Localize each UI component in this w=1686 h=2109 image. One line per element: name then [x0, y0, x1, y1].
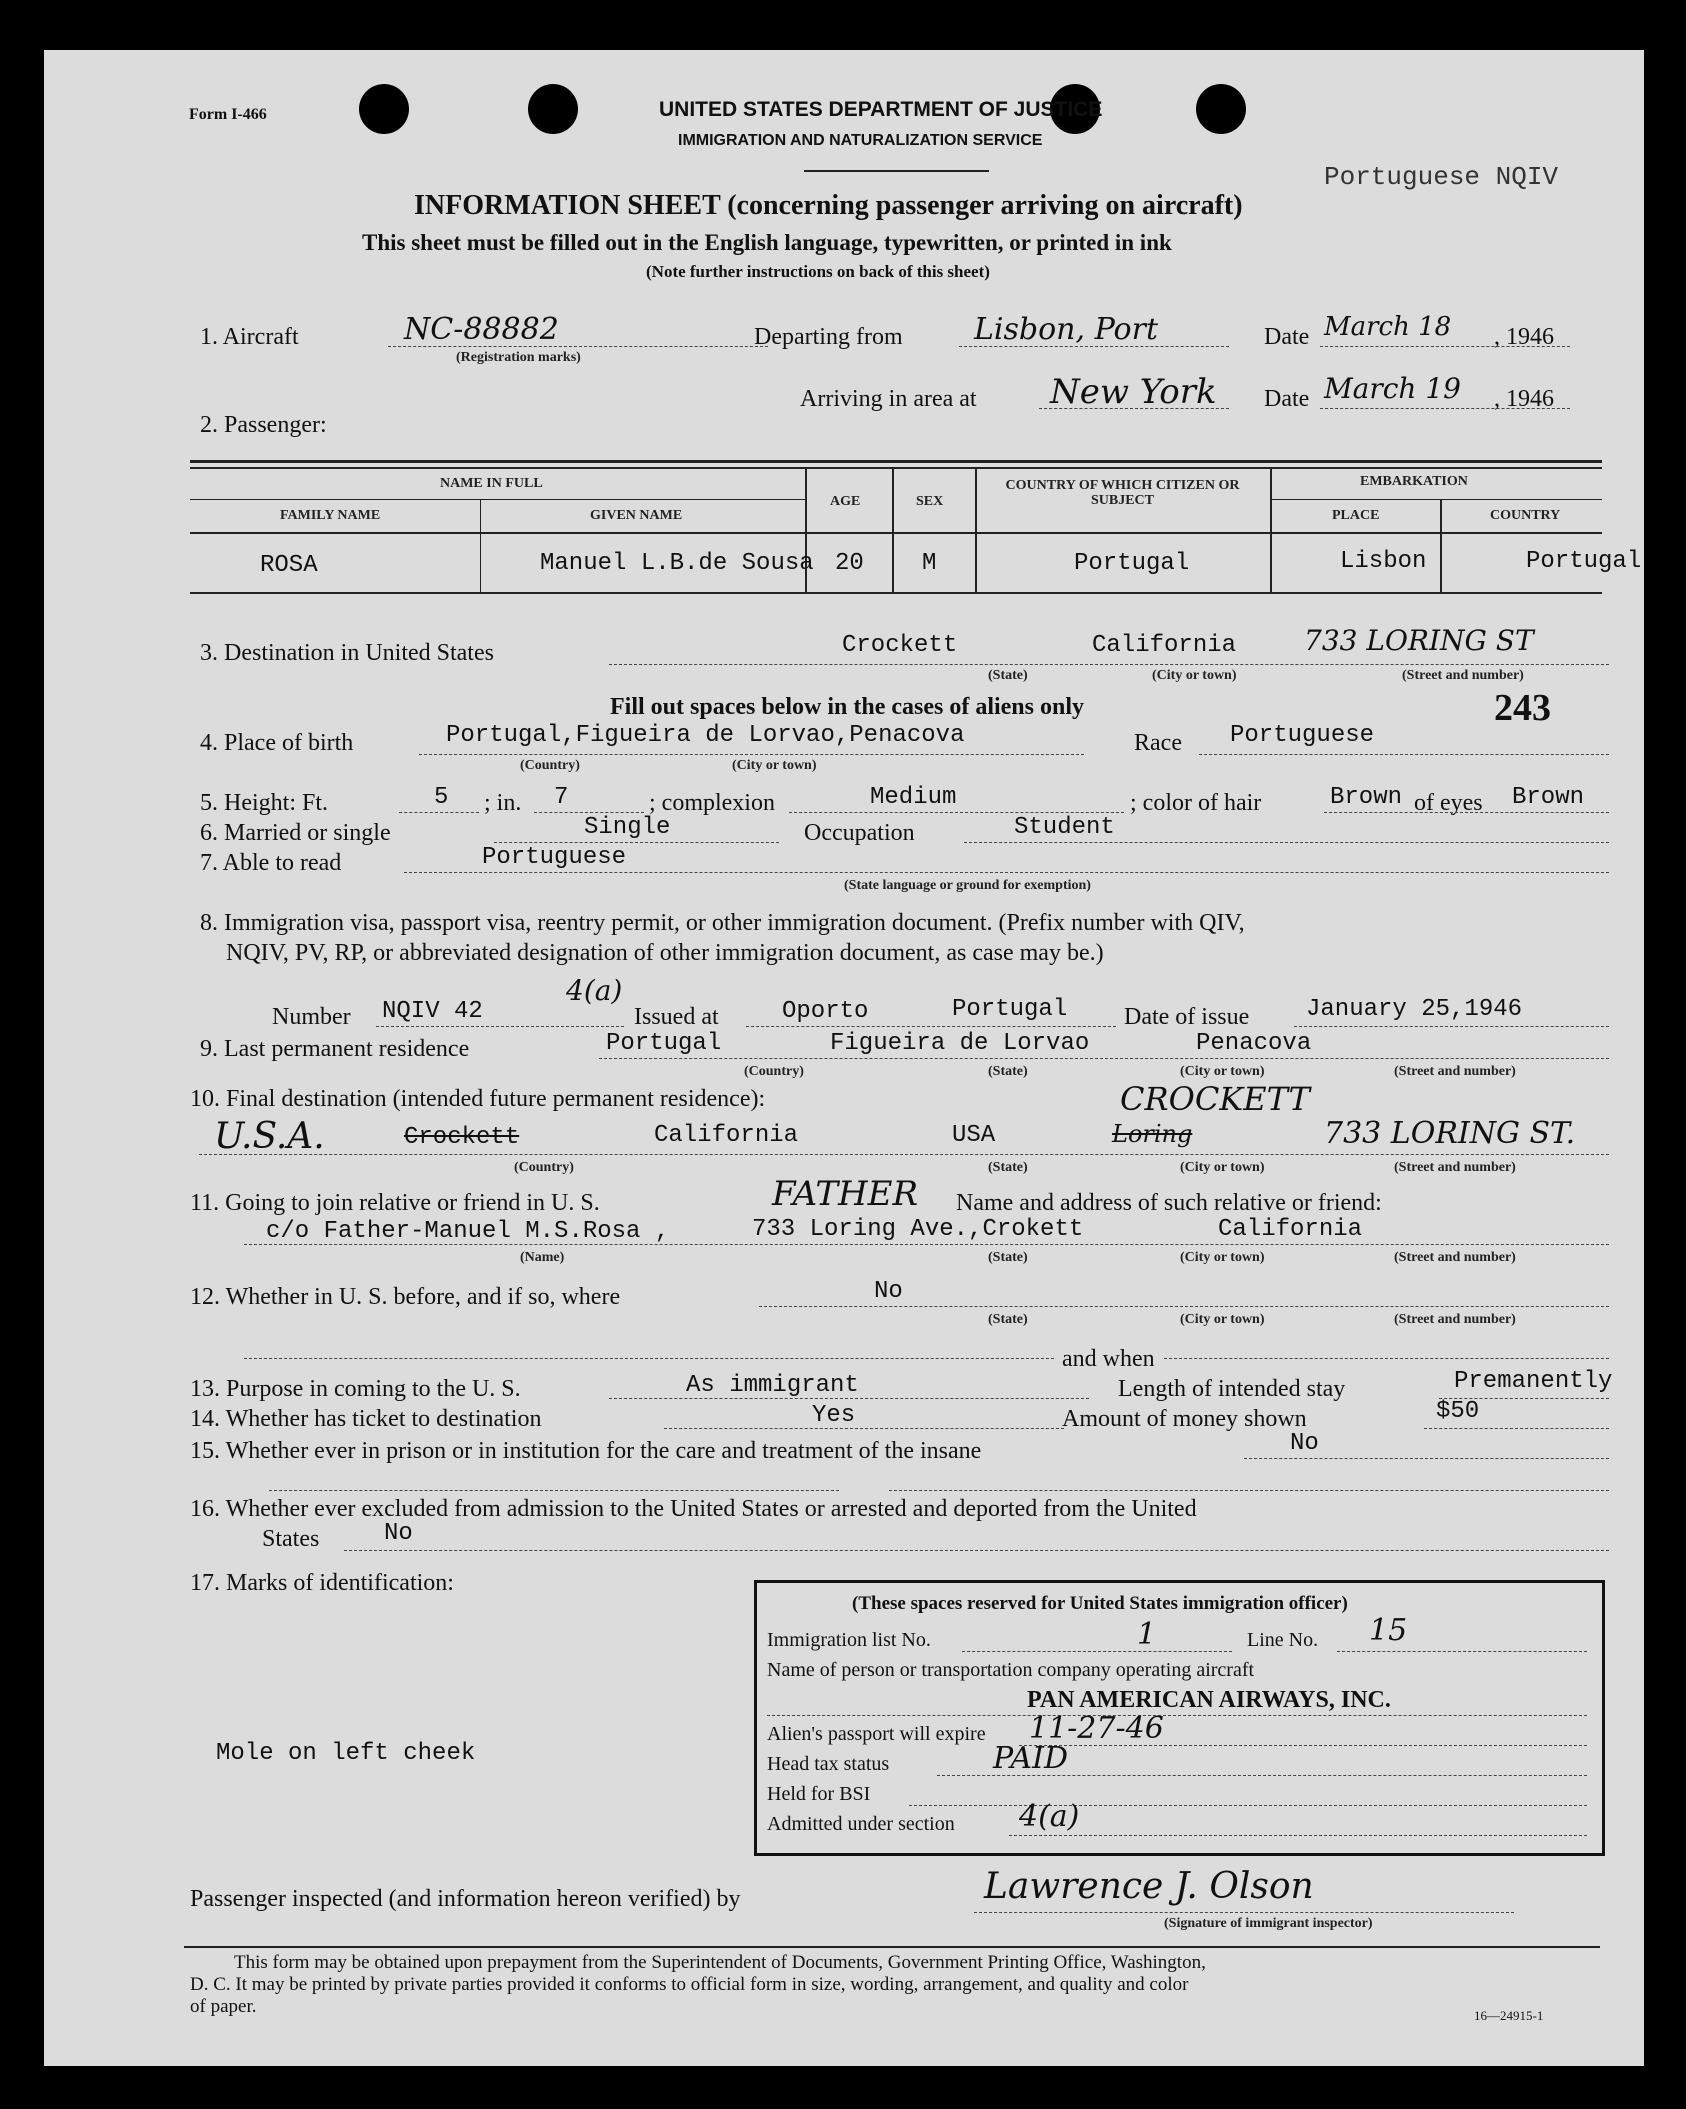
- footer-line-2: D. C. It may be printed by private parties provided it conforms to official form in size, wording, arrangement, and quality and color: [190, 1974, 1189, 1995]
- admitted-label: Admitted under section: [767, 1813, 955, 1835]
- visa-number-label: Number: [272, 1004, 351, 1030]
- relative-name-label: Name and address of such relative or friend:: [956, 1190, 1382, 1216]
- departure-date-label: Date: [1264, 324, 1310, 350]
- aliens-only-note: Fill out spaces below in the cases of aliens only: [610, 694, 1085, 720]
- table-rule: [190, 499, 805, 500]
- street-caption: (Street and number): [1394, 1160, 1516, 1175]
- purpose-label: 13. Purpose in coming to the U. S.: [190, 1376, 521, 1402]
- birthplace-value[interactable]: Portugal,Figueira de Lorvao,Penacova: [446, 722, 965, 749]
- occupation-value[interactable]: Student: [1014, 814, 1115, 841]
- read-value[interactable]: Portuguese: [482, 844, 627, 871]
- excluded-label: 16. Whether ever excluded from admission to the United States or arrested and deported from the United: [190, 1496, 1197, 1522]
- final-city[interactable]: CROCKETT: [1120, 1080, 1310, 1118]
- instruction-line: This sheet must be filled out in the English language, typewritten, or printed in ink: [362, 230, 1172, 255]
- name-caption: (Name): [520, 1250, 565, 1265]
- arrival-year: , 1946: [1494, 386, 1554, 412]
- embark-country-header: COUNTRY: [1490, 508, 1561, 523]
- field-line: [1320, 408, 1570, 409]
- departure-date[interactable]: March 18: [1324, 312, 1452, 342]
- city-caption: (City or town): [1152, 668, 1237, 683]
- field-line: [244, 1244, 1609, 1245]
- destination-street[interactable]: 733 LORING ST: [1304, 624, 1534, 657]
- field-line: [1199, 754, 1609, 755]
- visa-label: 8. Immigration visa, passport visa, reentry permit, or other immigration document. (Prefix number with QIV,: [200, 910, 1245, 936]
- identification-value[interactable]: Mole on left cheek: [216, 1740, 476, 1767]
- departure-year: , 1946: [1494, 324, 1554, 350]
- table-rule: [1270, 467, 1272, 592]
- arrival-date-label: Date: [1264, 386, 1310, 412]
- registration-caption: (Registration marks): [456, 350, 581, 365]
- header-rule: [804, 170, 989, 172]
- field-line: [964, 842, 1609, 843]
- name-in-full-header: NAME IN FULL: [440, 476, 543, 491]
- state-caption: (State): [988, 1250, 1028, 1265]
- officer-box-title: (These spaces reserved for United States immigration officer): [852, 1593, 1348, 1614]
- issued-at-label: Issued at: [634, 1004, 719, 1030]
- table-rule: [1440, 500, 1442, 592]
- field-line: [1337, 1651, 1587, 1652]
- field-line: [1009, 1835, 1587, 1836]
- relative-label: 11. Going to join relative or friend in U. S.: [190, 1190, 600, 1216]
- line-no[interactable]: 15: [1369, 1613, 1408, 1648]
- relative-state[interactable]: California: [1218, 1216, 1363, 1243]
- inches-label: ; in.: [484, 790, 522, 816]
- table-rule: [480, 500, 481, 592]
- final-country[interactable]: U.S.A.: [214, 1116, 325, 1157]
- aircraft-label: 1. Aircraft: [200, 324, 299, 350]
- field-line: [974, 1912, 1514, 1913]
- residence-state[interactable]: Figueira de Lorvao: [830, 1030, 1090, 1057]
- field-line: [419, 754, 1084, 755]
- visa-label-cont: NQIV, PV, RP, or abbreviated designation of other immigration document, as case may be.): [226, 940, 1104, 966]
- company-value[interactable]: PAN AMERICAN AIRWAYS, INC.: [1027, 1687, 1391, 1713]
- given-name-cell[interactable]: Manuel L.B.de Sousa: [540, 550, 814, 577]
- field-line: [1294, 1026, 1609, 1027]
- height-feet[interactable]: 5: [434, 784, 449, 811]
- table-rule: [190, 592, 1602, 594]
- street-caption: (Street and number): [1394, 1312, 1516, 1327]
- given-name-header: GIVEN NAME: [590, 508, 683, 523]
- place-header: PLACE: [1332, 508, 1380, 523]
- read-label: 7. Able to read: [200, 850, 342, 876]
- relative-name[interactable]: c/o Father-Manuel M.S.Rosa ,: [266, 1218, 670, 1245]
- field-line: [962, 1651, 1232, 1652]
- footer-line-1: This form may be obtained upon prepayment from the Superintendent of Documents, Government Printing Office, Washington,: [234, 1952, 1206, 1973]
- line-no-label: Line No.: [1247, 1629, 1319, 1651]
- field-line: [1320, 346, 1570, 347]
- officer-box: [754, 1580, 1605, 1856]
- stay-label: Length of intended stay: [1118, 1376, 1346, 1402]
- struck-city: Crockett: [404, 1124, 520, 1151]
- stay-value[interactable]: Premanently: [1454, 1368, 1613, 1395]
- marital-label: 6. Married or single: [200, 820, 391, 846]
- information-sheet: [44, 50, 1644, 2066]
- citizen-header: COUNTRY OF WHICH CITIZEN OR SUBJECT: [1005, 478, 1240, 508]
- field-line: [909, 1805, 1587, 1806]
- field-line: [388, 346, 768, 347]
- hair-value[interactable]: Brown: [1330, 784, 1403, 811]
- field-line: [889, 1490, 1609, 1491]
- inspector-signature: Lawrence J. Olson: [984, 1866, 1314, 1907]
- print-code: 16—24915-1: [1474, 2008, 1544, 2023]
- race-value[interactable]: Portuguese: [1230, 722, 1375, 749]
- residence-city[interactable]: Penacova: [1196, 1030, 1312, 1057]
- table-rule: [892, 467, 894, 592]
- table-rule: [975, 467, 977, 592]
- table-rule: [1270, 499, 1602, 500]
- relative-relation[interactable]: FATHER: [772, 1174, 919, 1214]
- eyes-value[interactable]: Brown: [1512, 784, 1585, 811]
- service-name: IMMIGRATION AND NATURALIZATION SERVICE: [678, 132, 1043, 149]
- visa-section[interactable]: 4(a): [566, 974, 623, 1007]
- sex-header: SEX: [916, 494, 944, 509]
- final-destination-label: 10. Final destination (intended future permanent residence):: [190, 1086, 766, 1112]
- final-street[interactable]: 733 LORING ST.: [1324, 1116, 1576, 1151]
- field-line: [1324, 812, 1609, 813]
- field-line: [404, 872, 1609, 873]
- aircraft-registration[interactable]: NC-88882: [404, 312, 559, 347]
- field-line: [746, 1026, 1116, 1027]
- form-number: Form I-466: [189, 106, 267, 123]
- table-rule: [190, 460, 1602, 463]
- state-caption: (State): [988, 668, 1028, 683]
- field-line: [609, 1398, 1089, 1399]
- admitted-section[interactable]: 4(a): [1019, 1799, 1080, 1834]
- passport-label: Alien's passport will expire: [767, 1723, 986, 1745]
- signature-caption: (Signature of immigrant inspector): [1164, 1916, 1373, 1931]
- field-line: [1019, 1745, 1587, 1746]
- country-caption: (Country): [520, 758, 580, 773]
- field-line: [609, 664, 1609, 665]
- category-stamp: Portuguese NQIV: [1324, 162, 1559, 192]
- country-caption: (Country): [514, 1160, 574, 1175]
- read-caption: (State language or ground for exemption): [844, 878, 1091, 893]
- field-line: [1424, 1428, 1609, 1429]
- destination-city[interactable]: California: [1092, 632, 1237, 659]
- citizen-cell[interactable]: Portugal: [1074, 550, 1190, 577]
- identification-label: 17. Marks of identification:: [190, 1570, 454, 1596]
- money-label: Amount of money shown: [1062, 1406, 1307, 1432]
- arriving-label: Arriving in area at: [800, 386, 977, 412]
- ticket-label: 14. Whether has ticket to destination: [190, 1406, 542, 1432]
- visa-number[interactable]: NQIV 42: [382, 998, 483, 1025]
- embarkation-header: EMBARKATION: [1360, 474, 1468, 489]
- residence-label: 9. Last permanent residence: [200, 1036, 470, 1062]
- field-line: [664, 1428, 1064, 1429]
- arrival-date[interactable]: March 19: [1324, 372, 1461, 405]
- field-line: [494, 842, 779, 843]
- relative-address[interactable]: 733 Loring Ave.,Crokett: [752, 1216, 1084, 1243]
- passenger-table: [190, 460, 1642, 594]
- inspection-label: Passenger inspected (and information hereon verified) by: [190, 1886, 741, 1912]
- ticket-value[interactable]: Yes: [812, 1402, 856, 1429]
- passport-expiry[interactable]: 11-27-46: [1029, 1711, 1164, 1746]
- prison-label: 15. Whether ever in prison or in institution for the care and treatment of the insane: [190, 1438, 982, 1464]
- field-line: [1244, 1458, 1609, 1459]
- issue-date-label: Date of issue: [1124, 1004, 1250, 1030]
- money-value[interactable]: $50: [1436, 1398, 1480, 1425]
- excluded-value[interactable]: No: [384, 1520, 413, 1547]
- birthplace-label: 4. Place of birth: [200, 730, 354, 756]
- department-name: UNITED STATES DEPARTMENT OF JUSTICE: [659, 98, 1103, 121]
- field-line: [759, 1306, 1609, 1307]
- punch-hole: [1196, 84, 1246, 134]
- eyes-label: of eyes: [1414, 790, 1483, 816]
- issue-date[interactable]: January 25,1946: [1306, 996, 1523, 1023]
- previous-us-label: 12. Whether in U. S. before, and if so, where: [190, 1284, 621, 1310]
- departing-from[interactable]: Lisbon, Port: [974, 312, 1158, 347]
- field-line: [534, 812, 644, 813]
- field-line: [767, 1715, 1587, 1716]
- final-usa[interactable]: USA: [952, 1122, 996, 1149]
- head-tax-value[interactable]: PAID: [993, 1741, 1068, 1776]
- passenger-label: 2. Passenger:: [200, 412, 327, 438]
- city-caption: (City or town): [1180, 1250, 1265, 1265]
- purpose-value[interactable]: As immigrant: [686, 1372, 859, 1399]
- punch-hole: [528, 84, 578, 134]
- excluded-label-cont: States: [262, 1526, 320, 1552]
- hair-label: ; color of hair: [1130, 790, 1262, 816]
- final-state[interactable]: California: [654, 1122, 799, 1149]
- prison-value[interactable]: No: [1290, 1430, 1319, 1457]
- country-caption: (Country): [744, 1064, 804, 1079]
- field-line: [244, 1358, 1054, 1359]
- embark-place-cell[interactable]: Lisbon: [1340, 548, 1427, 575]
- occupation-label: Occupation: [804, 820, 915, 846]
- age-header: AGE: [830, 494, 861, 509]
- field-line: [1164, 1358, 1609, 1359]
- street-caption: (Street and number): [1394, 1064, 1516, 1079]
- form-title: INFORMATION SHEET (concerning passenger arriving on aircraft): [414, 190, 1243, 221]
- complexion-label: ; complexion: [649, 790, 775, 816]
- state-caption: (State): [988, 1064, 1028, 1079]
- field-line: [376, 1026, 624, 1027]
- table-rule: [190, 467, 1602, 469]
- struck-street: Loring: [1112, 1120, 1193, 1148]
- departing-label: Departing from: [754, 324, 903, 350]
- field-line: [599, 1058, 1609, 1059]
- marital-value[interactable]: Single: [584, 814, 671, 841]
- and-when-label: and when: [1062, 1346, 1155, 1372]
- family-name-header: FAMILY NAME: [280, 508, 381, 523]
- age-cell[interactable]: 20: [835, 550, 864, 577]
- field-line: [199, 1154, 1609, 1155]
- residence-country[interactable]: Portugal: [606, 1030, 722, 1057]
- list-no[interactable]: 1: [1137, 1617, 1157, 1652]
- field-line: [959, 346, 1229, 347]
- footer-rule: [184, 1946, 1600, 1948]
- field-line: [269, 1490, 839, 1491]
- field-line: [789, 812, 1124, 813]
- list-no-label: Immigration list No.: [767, 1629, 931, 1651]
- city-caption: (City or town): [732, 758, 817, 773]
- bsi-label: Held for BSI: [767, 1783, 871, 1805]
- city-caption: (City or town): [1180, 1312, 1265, 1327]
- field-line: [937, 1775, 1587, 1776]
- height-inches[interactable]: 7: [554, 784, 569, 811]
- punch-hole: [359, 84, 409, 134]
- footer-line-3: of paper.: [190, 1996, 257, 2017]
- state-caption: (State): [988, 1160, 1028, 1175]
- city-caption: (City or town): [1180, 1064, 1265, 1079]
- city-caption: (City or town): [1180, 1160, 1265, 1175]
- sex-cell[interactable]: M: [922, 550, 937, 577]
- issued-country[interactable]: Portugal: [952, 996, 1068, 1023]
- field-line: [399, 812, 479, 813]
- street-caption: (Street and number): [1402, 668, 1524, 683]
- arriving-at[interactable]: New York: [1050, 372, 1217, 412]
- head-tax-label: Head tax status: [767, 1753, 890, 1775]
- street-caption: (Street and number): [1394, 1250, 1516, 1265]
- height-label: 5. Height: Ft.: [200, 790, 329, 816]
- instruction-note: (Note further instructions on back of this sheet): [646, 262, 990, 281]
- race-label: Race: [1134, 730, 1182, 756]
- issued-city[interactable]: Oporto: [782, 998, 869, 1025]
- handwritten-number: 243: [1494, 687, 1551, 729]
- company-label: Name of person or transportation company operating aircraft: [767, 1659, 1255, 1681]
- table-rule: [190, 532, 1602, 534]
- complexion-value[interactable]: Medium: [870, 784, 957, 811]
- family-name-cell[interactable]: ROSA: [260, 552, 318, 579]
- embark-country-cell[interactable]: Portugal: [1526, 548, 1642, 575]
- destination-label: 3. Destination in United States: [200, 640, 494, 666]
- state-caption: (State): [988, 1312, 1028, 1327]
- destination-state[interactable]: Crockett: [842, 632, 958, 659]
- field-line: [1039, 408, 1229, 409]
- field-line: [344, 1550, 1609, 1551]
- previous-us-value[interactable]: No: [874, 1278, 903, 1305]
